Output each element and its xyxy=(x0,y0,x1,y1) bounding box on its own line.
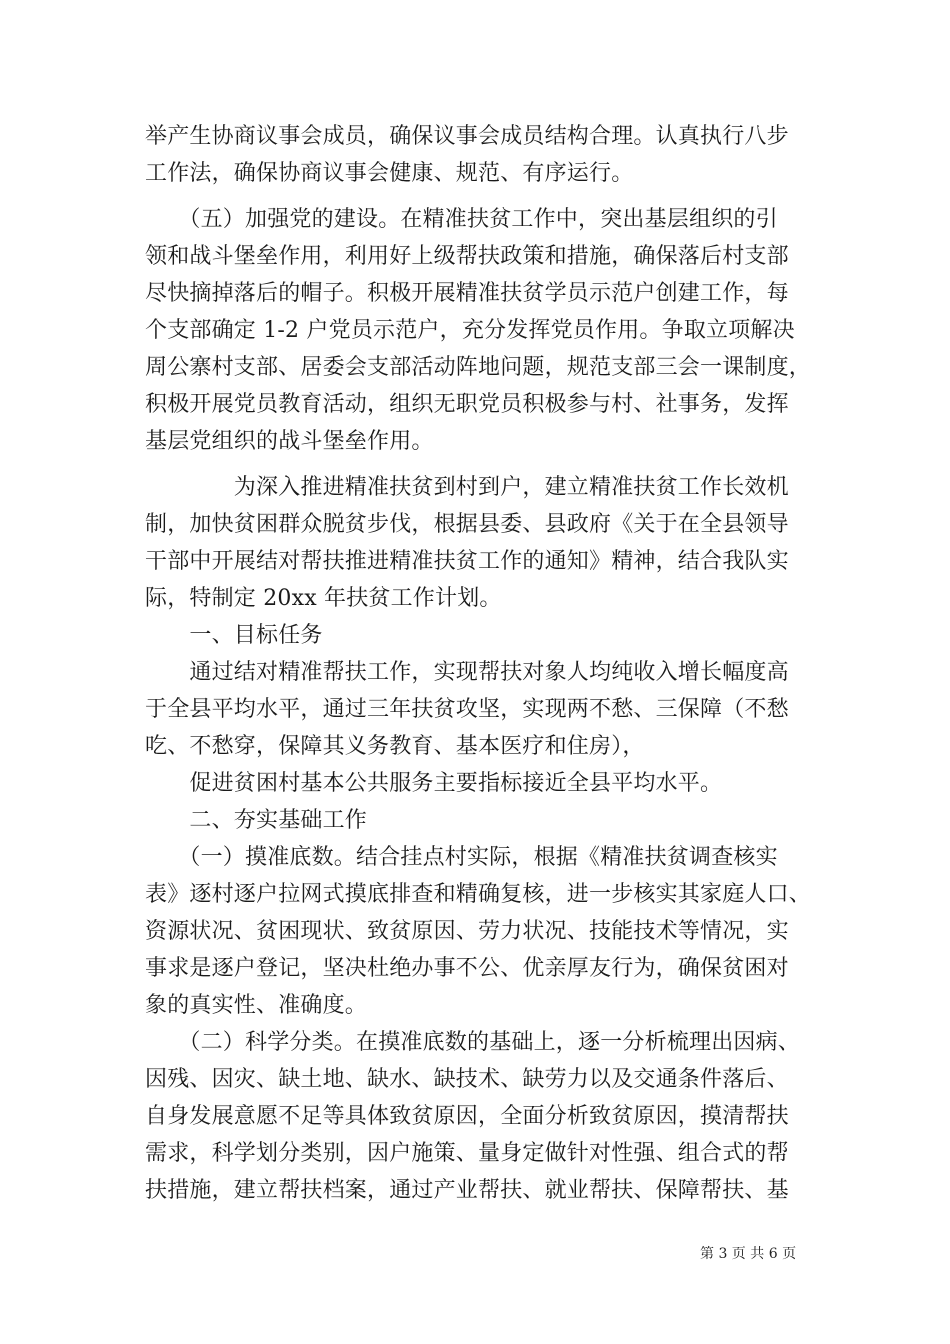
text-line: 基层党组织的战斗堡垒作用。 xyxy=(145,429,434,454)
text-line: 资源状况、贫困现状、致贫原因、劳力状况、技能技术等情况，实 xyxy=(145,919,789,944)
text-line: 因残、因灾、缺土地、缺水、缺技术、缺劳力以及交通条件落后、 xyxy=(145,1067,789,1092)
text-line: 举产生协商议事会成员，确保议事会成员结构合理。认真执行八步 xyxy=(145,124,789,149)
document-body xyxy=(145,118,810,1209)
text-line: 吃、不愁穿，保障其义务教育、基本医疗和住房）， xyxy=(145,734,645,759)
section-heading: 二、夯实基础工作 xyxy=(145,808,368,833)
text-line: 需求，科学划分类别，因户施策、量身定做针对性强、组合式的帮 xyxy=(145,1141,789,1166)
text-line: 周公寨村支部、居委会支部活动阵地问题，规范支部三会一课制度， xyxy=(145,355,812,380)
text-line: 领和战斗堡垒作用，利用好上级帮扶政策和措施，确保落后村支部 xyxy=(145,244,789,269)
text-line: 自身发展意愿不足等具体致贫原因，全面分析致贫原因，摸清帮扶 xyxy=(145,1104,789,1129)
paragraph-party-building xyxy=(145,201,810,460)
paragraph-poverty-plan xyxy=(145,469,810,1209)
text-line: 际，特制定 20xx 年扶贫工作计划。 xyxy=(145,586,502,611)
text-line: 积极开展党员教育活动，组织无职党员积极参与村、社事务，发挥 xyxy=(145,392,789,417)
text-line: 事求是逐户登记，坚决杜绝办事不公、优亲厚友行为，确保贫困对 xyxy=(145,956,789,981)
text-line: （一）摸准底数。结合挂点村实际，根据《精准扶贫调查核实 xyxy=(145,845,778,870)
text-line: 为深入推进精准扶贫到村到户，建立精准扶贫工作长效机 xyxy=(145,475,789,500)
text-line: 于全县平均水平，通过三年扶贫攻坚，实现两不愁、三保障（不愁 xyxy=(145,697,789,722)
text-line: 个支部确定 1-2 户党员示范户，充分发挥党员作用。争取立项解决 xyxy=(145,318,795,343)
text-line: 工作法，确保协商议事会健康、规范、有序运行。 xyxy=(145,161,634,186)
text-line: 象的真实性、准确度。 xyxy=(145,993,368,1018)
text-line: （五）加强党的建设。在精准扶贫工作中，突出基层组织的引 xyxy=(145,207,778,232)
text-line: 表》逐村逐户拉网式摸底排查和精确复核，进一步核实其家庭人口、 xyxy=(145,882,812,907)
text-line: 尽快摘掉落后的帽子。积极开展精准扶贫学员示范户创建工作，每 xyxy=(145,281,789,306)
page-number-footer: 第 3 页 共 6 页 xyxy=(700,1246,797,1262)
paragraph-council xyxy=(145,118,810,192)
text-line: 制，加快贫困群众脱贫步伐，根据县委、县政府《关于在全县领导 xyxy=(145,512,789,537)
text-line: 通过结对精准帮扶工作，实现帮扶对象人均纯收入增长幅度高 xyxy=(145,660,789,685)
text-line: 干部中开展结对帮扶推进精准扶贫工作的通知》精神，结合我队实 xyxy=(145,549,789,574)
text-line: 扶措施，建立帮扶档案，通过产业帮扶、就业帮扶、保障帮扶、基 xyxy=(145,1178,789,1203)
text-line: 促进贫困村基本公共服务主要指标接近全县平均水平。 xyxy=(145,771,723,796)
text-line: （二）科学分类。在摸准底数的基础上，逐一分析梳理出因病、 xyxy=(145,1030,801,1055)
section-heading: 一、目标任务 xyxy=(145,623,323,648)
